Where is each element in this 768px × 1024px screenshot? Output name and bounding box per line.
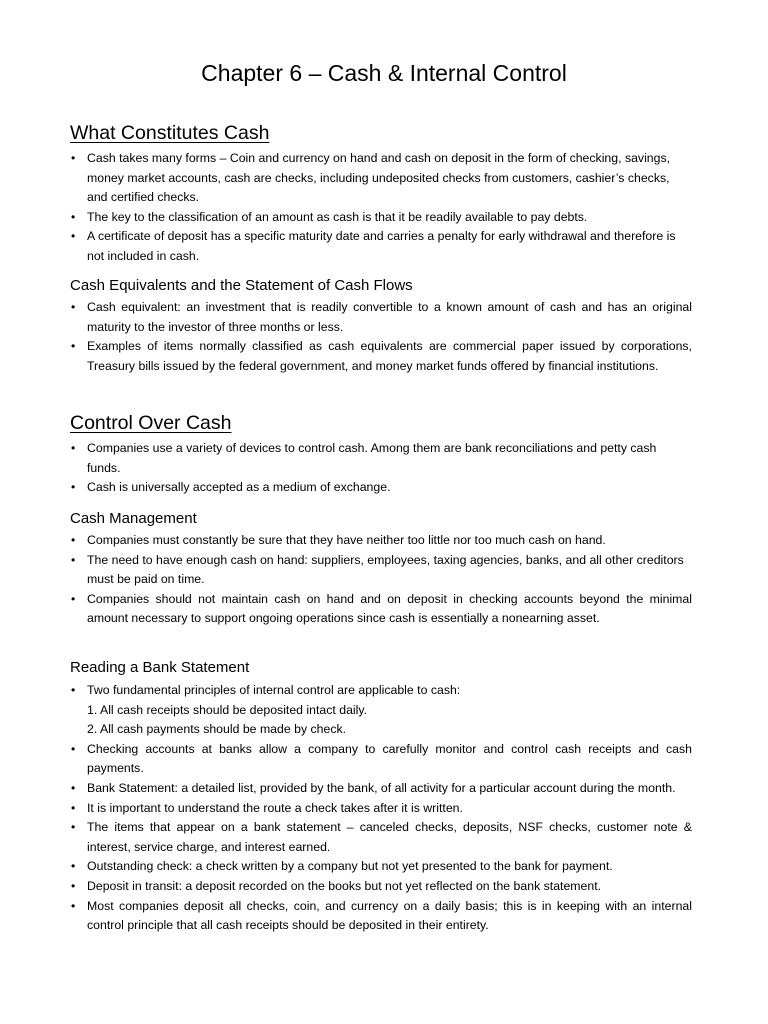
list-item: • It is important to understand the route a check takes after it is written. bbox=[70, 799, 692, 819]
list-item: • Cash is universally accepted as a medium of exchange. bbox=[70, 478, 692, 498]
list-item: • Companies should not maintain cash on hand and on deposit in checking accounts beyond the minimal amount necessary to support ongoing operations since cash is essentially a nonearning asset. bbox=[70, 590, 692, 629]
list-item: • The key to the classification of an amount as cash is that it be readily available to pay debts. bbox=[70, 208, 692, 228]
equivalents-bullet-list bbox=[70, 298, 692, 376]
list-item: • Checking accounts at banks allow a company to carefully monitor and control cash receipts and cash payments. bbox=[70, 740, 692, 779]
list-item-text: Two fundamental principles of internal control are applicable to cash: bbox=[87, 683, 461, 697]
list-item: • Outstanding check: a check written by a company but not yet presented to the bank for payment. bbox=[70, 857, 692, 877]
statement-bullet-list bbox=[70, 681, 692, 936]
list-item: • Cash takes many forms – Coin and currency on hand and cash on deposit in the form of checking, savings, money market accounts, cash are checks, including undeposited checks from customers, cashier’s checks, and certified checks. bbox=[70, 149, 692, 208]
list-item: • Companies use a variety of devices to control cash. Among them are bank reconciliations and petty cash funds. bbox=[70, 439, 692, 478]
list-item: • A certificate of deposit has a specific maturity date and carries a penalty for early withdrawal and therefore is not included in cash. bbox=[70, 227, 692, 266]
list-item: • The need to have enough cash on hand: suppliers, employees, taxing agencies, banks, and all other creditors must be paid on time. bbox=[70, 551, 692, 590]
numbered-item: 2. All cash payments should be made by check. bbox=[87, 722, 347, 737]
section-heading-cash-management: Cash Management bbox=[70, 510, 197, 527]
section-heading-cash-equivalents: Cash Equivalents and the Statement of Cash Flows bbox=[70, 277, 413, 294]
control-bullet-list bbox=[70, 439, 692, 498]
list-item: • Most companies deposit all checks, coin, and currency on a daily basis; this is in keeping with an internal control principle that all cash receipts should be deposited in their entirety. bbox=[70, 897, 692, 936]
section-heading-what-constitutes-cash: What Constitutes Cash bbox=[70, 122, 270, 144]
page-title: Chapter 6 – Cash & Internal Control bbox=[201, 60, 567, 86]
management-bullet-list bbox=[70, 531, 692, 629]
principles-numbered-list bbox=[87, 701, 692, 740]
list-item: • The items that appear on a bank statement – canceled checks, deposits, NSF checks, customer note & interest, service charge, and interest earned. bbox=[70, 818, 692, 857]
list-item: • Cash equivalent: an investment that is readily convertible to a known amount of cash and has an original maturity to the investor of three months or less. bbox=[70, 298, 692, 337]
list-item bbox=[70, 681, 692, 740]
list-item: • Examples of items normally classified as cash equivalents are commercial paper issued by corporations, Treasury bills issued by the federal government, and money market funds offered by financial institutions. bbox=[70, 337, 692, 376]
numbered-item: 1. All cash receipts should be deposited intact daily. bbox=[87, 702, 368, 717]
cash-bullet-list bbox=[70, 149, 692, 267]
list-item: • Companies must constantly be sure that they have neither too little nor too much cash on hand. bbox=[70, 531, 692, 551]
list-item: • Bank Statement: a detailed list, provided by the bank, of all activity for a particular account during the month. bbox=[70, 779, 692, 799]
list-item: • Deposit in transit: a deposit recorded on the books but not yet reflected on the bank statement. bbox=[70, 877, 692, 897]
section-heading-control-over-cash: Control Over Cash bbox=[70, 412, 232, 434]
section-heading-reading-bank-statement: Reading a Bank Statement bbox=[70, 659, 250, 676]
